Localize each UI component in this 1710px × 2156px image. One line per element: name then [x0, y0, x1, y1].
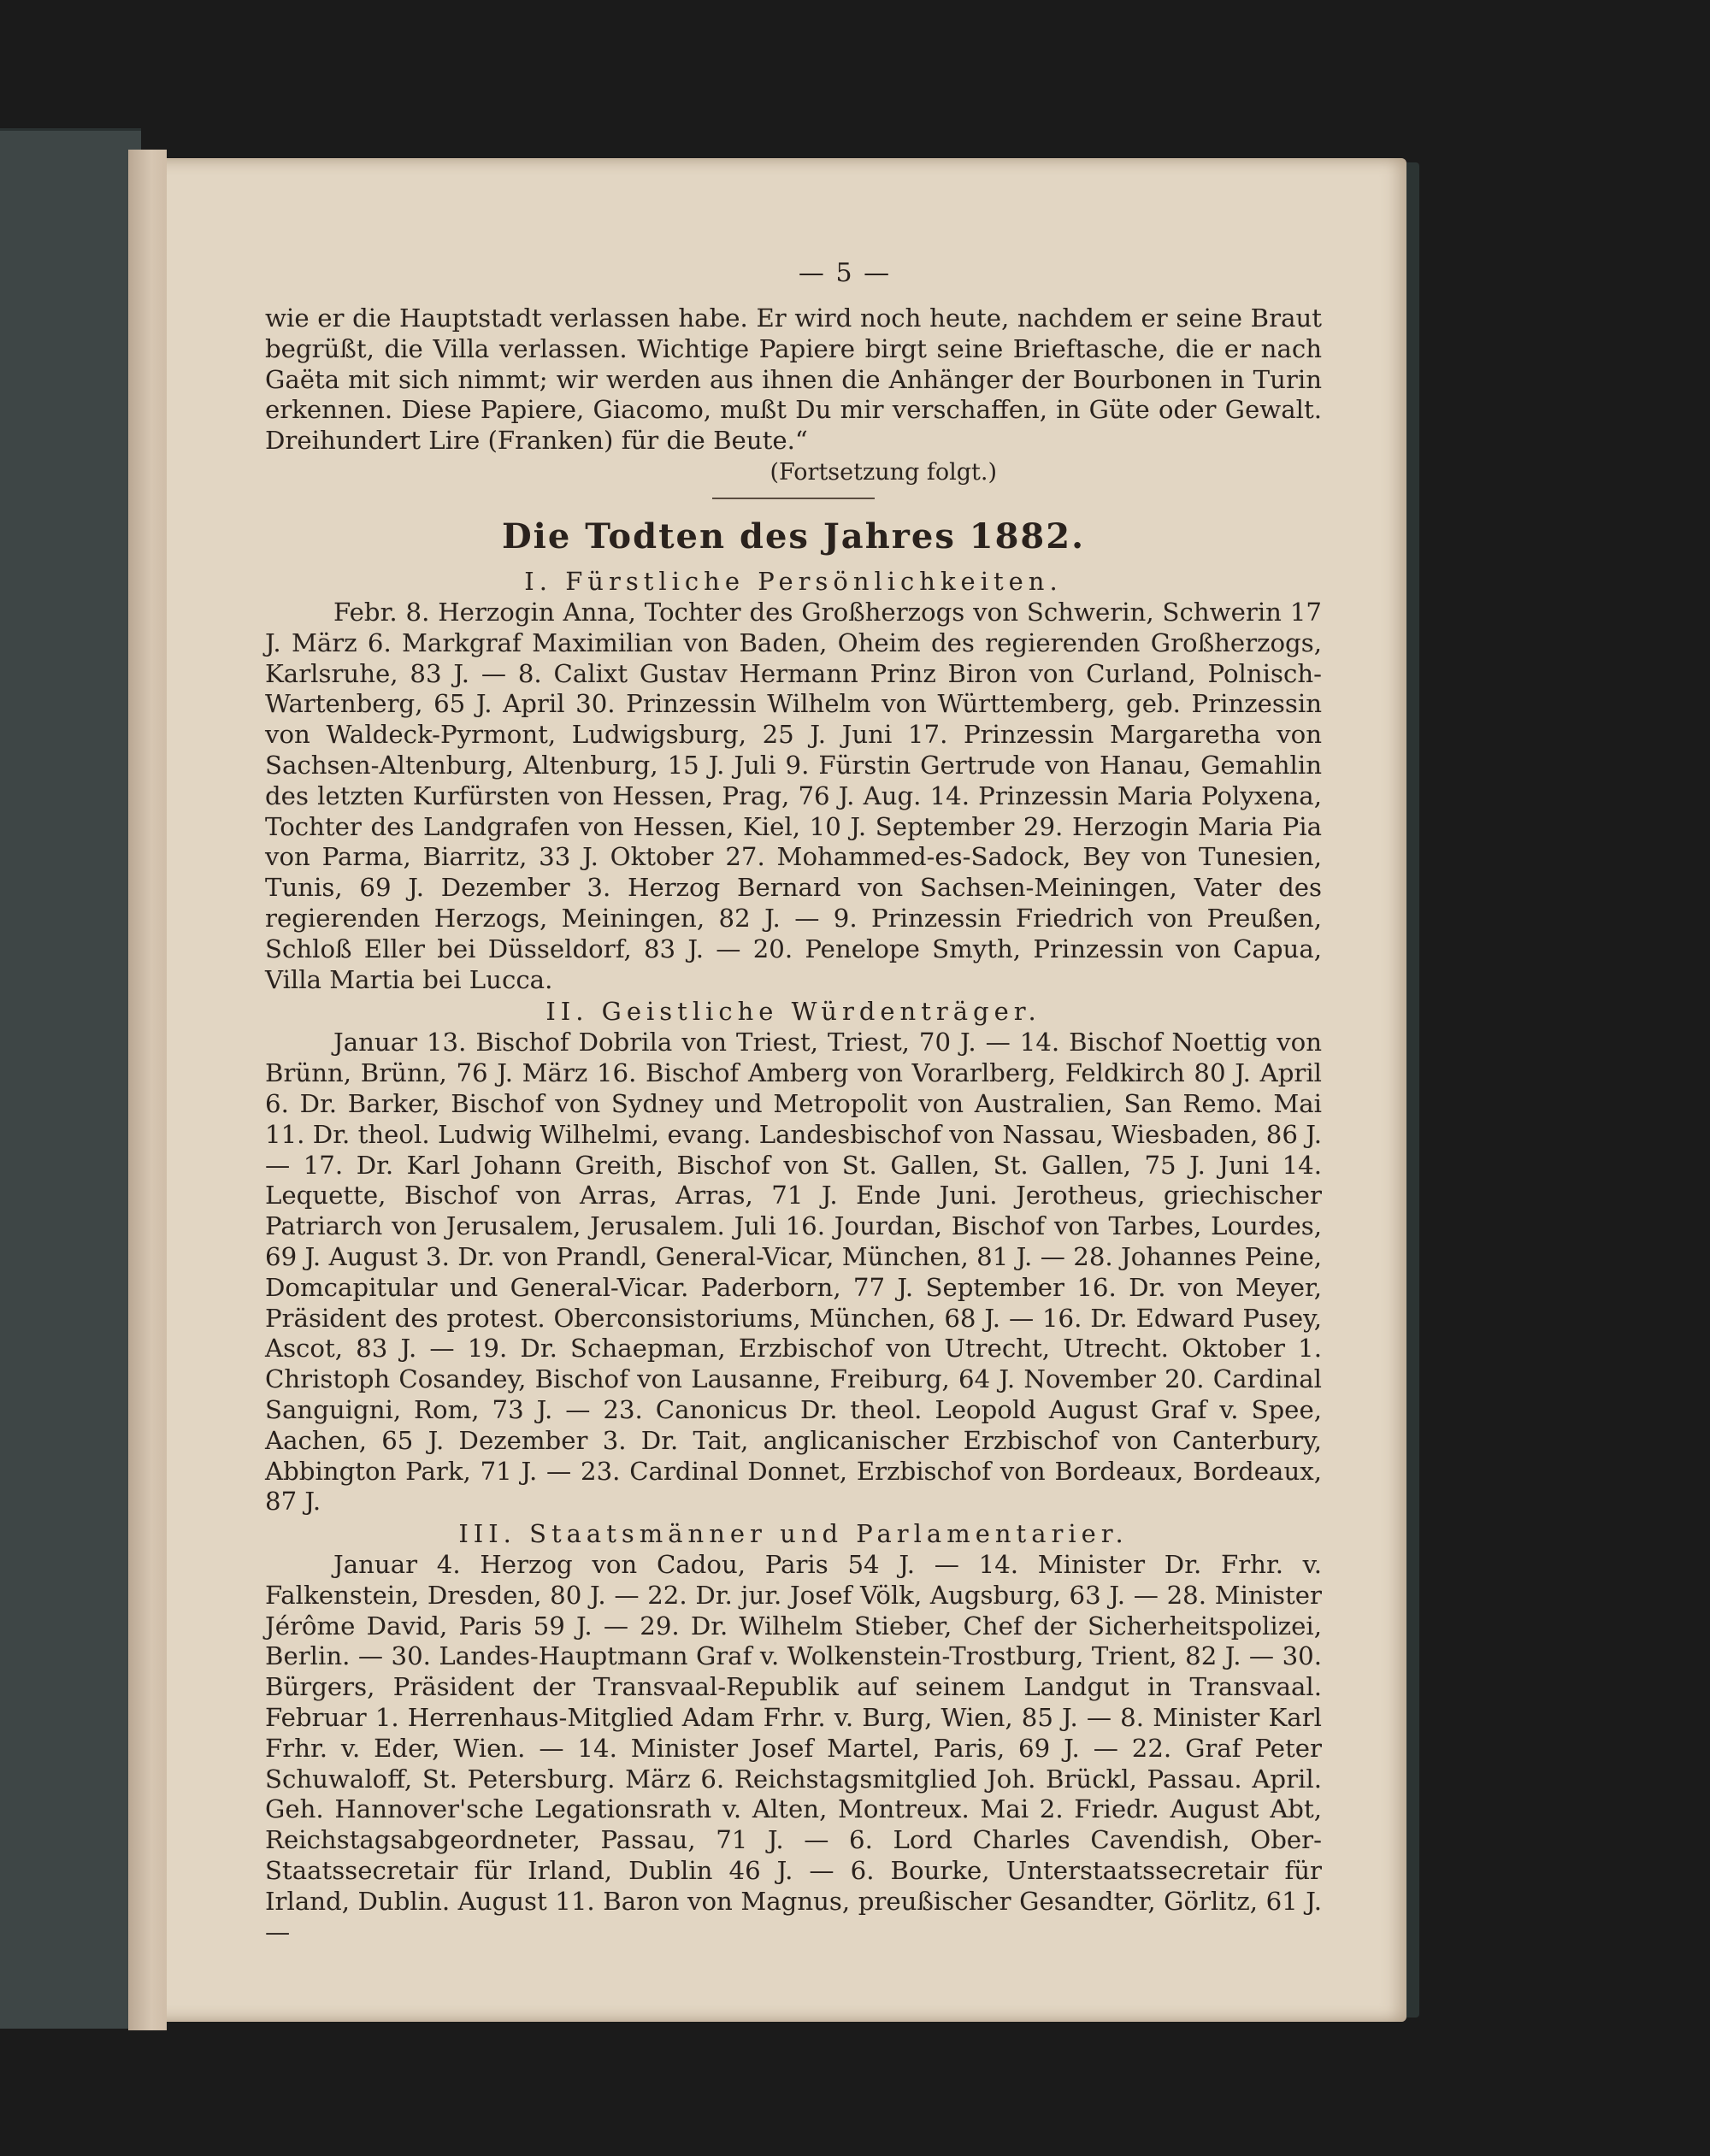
section-text: Januar 4. Herzog von Cadou, Paris 54 J. — 14. Minister Dr. Frhr. v. Falkenstein, Dresden, 80 J. — 22. Dr. jur. Josef Völk, Augsburg, 63 J. — 28. Minister Jérôme David, Paris 59 J. — 29. Dr. Wilhelm Stieber, Chef der Sicherheitspolizei, Berlin. — 30. Landes-Hauptmann Graf v. Wolkenstein-Trostburg, Trient, 82 J. — 30. Bürgers, Präsident der Transvaal-Republik auf seinem Landgut in Transvaal. Februar 1. Herrenhaus-Mitglied Adam Frhr. v. Burg, Wien, 85 J. — 8. Minister Karl Frhr. v. Eder, Wien. — 14. Minister Josef Martel, Paris, 69 J. — 22. Graf Peter Schuwaloff, St. Petersburg. März 6. Reichstagsmitglied Joh. Brückl, Passau. April. Geh. Hannover'sche Legationsrath v. Alten, Montreux. Mai 2. Friedr. August Abt, Reichstagsabgeordneter, Passau, 71 J. — 6. Lord Charles Cavendish, Ober-Staatssecretair für Irland, Dublin 46 J. — 6. Bourke, Unterstaatssecretair für Irland, Dublin. August 11. Baron von Magnus, preußischer Gesandter, Görlitz, 61 J. — — [265, 1550, 1322, 1947]
section-heading: I. Fürstliche Persönlichkeiten. — [524, 566, 1063, 596]
book-spine — [128, 150, 167, 2030]
section-heading: II. Geistliche Würdenträger. — [545, 997, 1041, 1027]
section-heading: III. Staatsmänner und Parlamentarier. — [458, 1519, 1129, 1549]
separator-rule — [712, 498, 875, 499]
section-text: Januar 13. Bischof Dobrila von Triest, Triest, 70 J. — 14. Bischof Noettig von Brünn, Brünn, 76 J. März 16. Bischof Amberg von Vorarlberg, Feldkirch 80 J. April 6. Dr. Barker, Bischof von Sydney und Metropolit von Australien, San Remo. Mai 11. Dr. theol. Ludwig Wilhelmi, evang. Landesbischof von Nassau, Wiesbaden, 86 J. — 17. Dr. Karl Johann Greith, Bischof von St. Gallen, St. Gallen, 75 J. Juni 14. Lequette, Bischof von Arras, Arras, 71 J. Ende Juni. Jerotheus, griechischer Patriarch von Jerusalem, Jerusalem. Juli 16. Jourdan, Bischof von Tarbes, Lourdes, 69 J. August 3. Dr. von Prandl, General-Vicar, München, 81 J. — 28. Johannes Peine, Domcapitular und General-Vicar. Paderborn, 77 J. September 16. Dr. von Meyer, Präsident des protest. Oberconsistoriums, München, 68 J. — 16. Dr. Edward Pusey, Ascot, 83 J. — 19. Dr. Schaepman, Erzbischof von Utrecht, Utrecht. Oktober 1. Christoph Cosandey, Bischof von Lausanne, Freiburg, 64 J. November 20. Cardinal Sanguigni, Rom, 73 J. — 23. Canonicus Dr. theol. Leopold August Graf v. Spee, Aachen, 65 J. Dezember 3. Dr. Tait, anglicanischer Erzbischof von Canterbury, Abbington Park, 71 J. — 23. Cardinal Donnet, Erzbischof von Bordeaux, Bordeaux, 87 J. — [265, 1028, 1322, 1517]
article-title: Die Todten des Jahres 1882. — [501, 515, 1086, 557]
page-number: — 5 — — [798, 258, 892, 288]
continuation-note: (Fortsetzung folgt.) — [770, 458, 997, 486]
book-cover-left — [0, 128, 141, 2029]
page-content — [265, 258, 1322, 1947]
section-text: Febr. 8. Herzogin Anna, Tochter des Großherzogs von Schwerin, Schwerin 17 J. März 6. Markgraf Maximilian von Baden, Oheim des regierenden Großherzogs, Karlsruhe, 83 J. — 8. Calixt Gustav Hermann Prinz Biron von Curland, Polnisch-Wartenberg, 65 J. April 30. Prinzessin Wilhelm von Württemberg, geb. Prinzessin von Waldeck-Pyrmont, Ludwigsburg, 25 J. Juni 17. Prinzessin Margaretha von Sachsen-Altenburg, Altenburg, 15 J. Juli 9. Fürstin Gertrude von Hanau, Gemahlin des letzten Kurfürsten von Hessen, Prag, 76 J. Aug. 14. Prinzessin Maria Polyxena, Tochter des Landgrafen von Hessen, Kiel, 10 J. September 29. Herzogin Maria Pia von Parma, Biarritz, 33 J. Oktober 27. Mohammed-es-Sadock, Bey von Tunesien, Tunis, 69 J. Dezember 3. Herzog Bernard von Sachsen-Meiningen, Vater des regierenden Herzogs, Meiningen, 82 J. — 9. Prinzessin Friedrich von Preußen, Schloß Eller bei Düsseldorf, 83 J. — 20. Penelope Smyth, Prinzessin von Capua, Villa Martia bei Lucca. — [265, 597, 1322, 994]
story-paragraph: wie er die Hauptstadt verlassen habe. Er wird noch heute, nachdem er seine Braut begrüßt, die Villa verlassen. Wichtige Papiere birgt seine Brieftasche, die er nach Gaëta mit sich nimmt; wir werden aus ihnen die Anhänger der Bourbonen in Turin erkennen. Diese Papiere, Giacomo, mußt Du mir verschaffen, in Güte oder Gewalt. Dreihundert Lire (Franken) für die Beute.“ — [265, 303, 1322, 456]
